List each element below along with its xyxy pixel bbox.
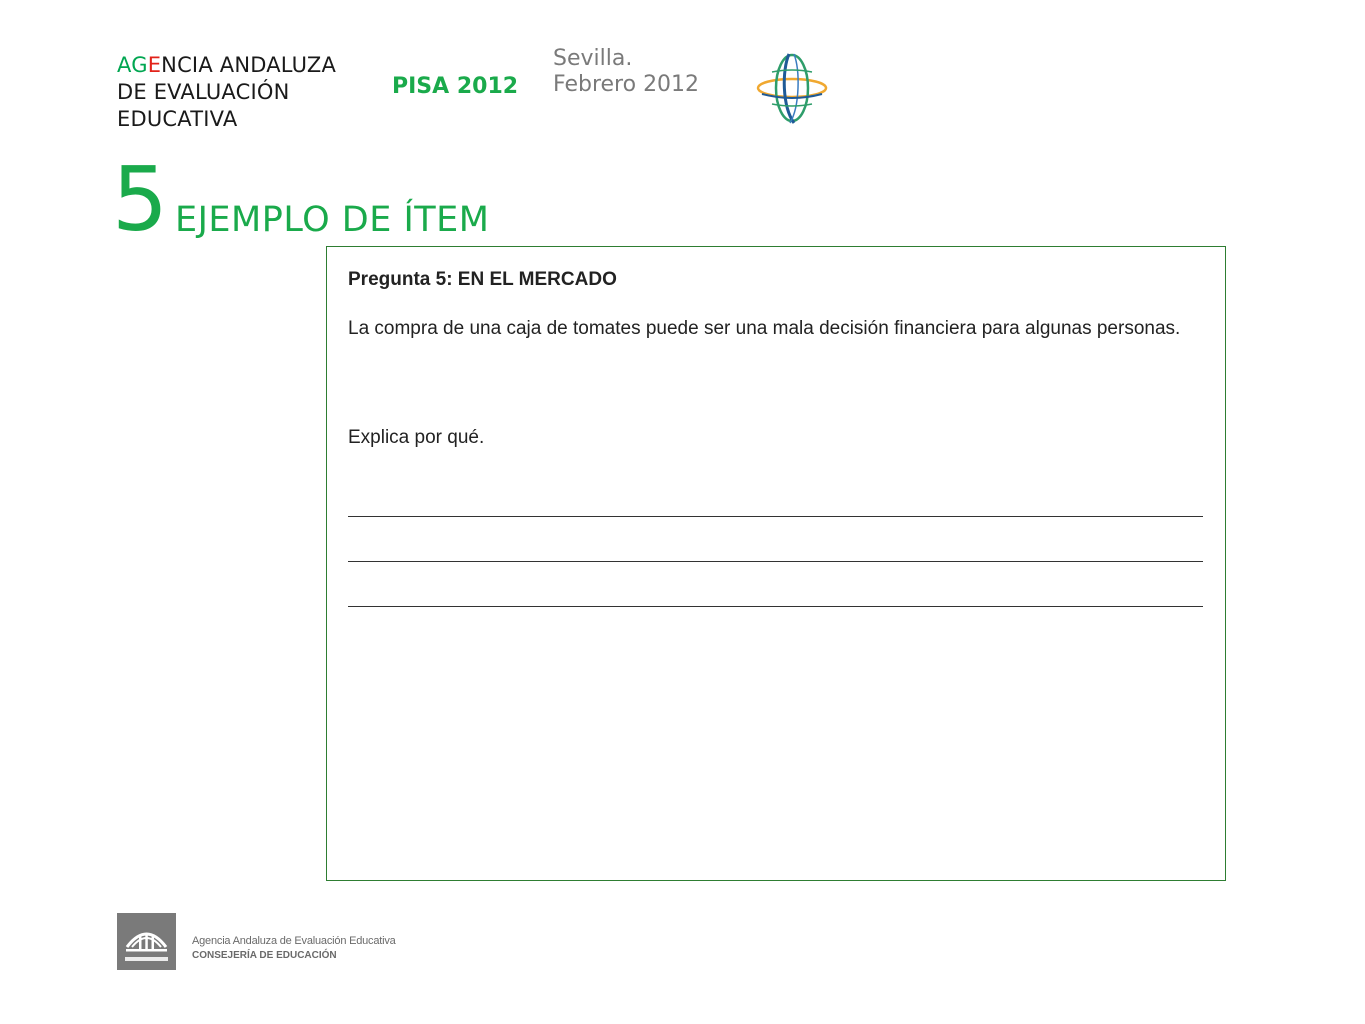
- agency-line1-rest: NCIA ANDALUZA: [161, 53, 337, 77]
- agency-name-line3: EDUCATIVA: [117, 107, 238, 131]
- agency-letter-g: G: [131, 53, 148, 77]
- answer-line[interactable]: [348, 561, 1203, 562]
- section-number: 5: [112, 148, 168, 251]
- footer-department-label: CONSEJERÍA DE EDUCACIÓN: [192, 950, 337, 961]
- junta-andalucia-emblem-icon: [117, 913, 176, 970]
- footer-agency-label: Agencia Andaluza de Evaluación Educativa: [192, 935, 396, 947]
- footer-institution: [192, 934, 396, 964]
- answer-line[interactable]: [348, 516, 1203, 517]
- agency-name-line1: [117, 52, 367, 79]
- question-box: [326, 246, 1226, 881]
- place-label: Sevilla.: [553, 46, 633, 71]
- answer-line[interactable]: [348, 606, 1203, 607]
- question-text: La compra de una caja de tomates puede ser una mala decisión financiera para algunas personas.: [348, 318, 1181, 339]
- globe-icon: [754, 50, 830, 126]
- place-date: [553, 46, 699, 98]
- question-prompt: Explica por qué.: [348, 427, 485, 448]
- section-title: EJEMPLO DE ÍTEM: [175, 200, 490, 240]
- agency-name-line2: DE EVALUACIÓN: [117, 80, 290, 104]
- question-title: Pregunta 5: EN EL MERCADO: [348, 269, 617, 290]
- agency-letter-a: A: [117, 53, 132, 77]
- agency-letter-e: E: [147, 53, 162, 77]
- agency-name: [117, 52, 367, 133]
- program-label: PISA 2012: [392, 74, 519, 99]
- date-label: Febrero 2012: [553, 72, 700, 97]
